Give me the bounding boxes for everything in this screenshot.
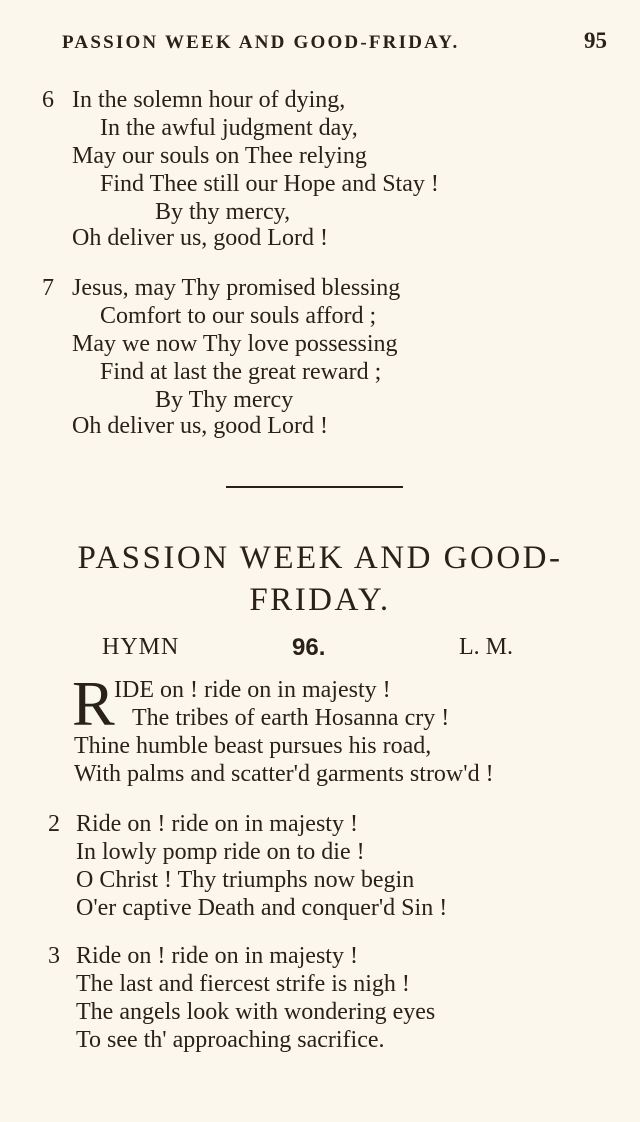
running-head <box>62 30 607 60</box>
verse-line: Find Thee still our Hope and Stay ! <box>100 171 439 197</box>
section-divider <box>226 486 403 488</box>
verse-line: By Thy mercy <box>155 387 294 413</box>
stanza-number: 7 <box>42 275 54 301</box>
verse-line: The angels look with wondering eyes <box>76 999 436 1025</box>
verse-line: Jesus, may Thy promised blessing <box>72 275 401 301</box>
verse-line: Find at last the great reward ; <box>100 359 382 385</box>
verse-line: Oh deliver us, good Lord ! <box>72 413 328 439</box>
section-title-line-2: FRIDAY. <box>249 582 391 618</box>
stanza-number: 3 <box>48 943 60 969</box>
verse-line: O Christ ! Thy triumphs now begin <box>76 867 415 893</box>
stanza-number: 6 <box>42 87 54 113</box>
hymn-meter: L. M. <box>459 634 513 660</box>
hymn-number: 96. <box>292 634 326 661</box>
verse-line: IDE on ! ride on in majesty ! <box>114 677 391 703</box>
verse-line: Ride on ! ride on in majesty ! <box>76 943 358 969</box>
verse-line: To see th' approaching sacrifice. <box>76 1027 385 1053</box>
verse-line: Thine humble beast pursues his road, <box>74 733 432 759</box>
verse-line: The last and fiercest strife is nigh ! <box>76 971 410 997</box>
verse-line: May our souls on Thee relying <box>72 143 367 169</box>
verse-line: O'er captive Death and conquer'd Sin ! <box>76 895 448 921</box>
stanza-number: 2 <box>48 811 60 837</box>
verse-line: In lowly pomp ride on to die ! <box>76 839 365 865</box>
page-number: 95 <box>584 28 607 53</box>
verse-line: Ride on ! ride on in majesty ! <box>76 811 358 837</box>
verse-line: In the solemn hour of dying, <box>72 87 346 113</box>
verse-line: May we now Thy love possessing <box>72 331 398 357</box>
section-title-line-1: PASSION WEEK AND GOOD- <box>77 540 563 576</box>
verse-line: With palms and scatter'd garments strow'd ! <box>74 761 494 787</box>
verse-line: Comfort to our souls afford ; <box>100 303 377 329</box>
verse-line: The tribes of earth Hosanna cry ! <box>132 705 450 731</box>
verse-line: By thy mercy, <box>155 199 291 225</box>
running-head-title: PASSION WEEK AND GOOD-FRIDAY. <box>62 32 460 53</box>
verse-line: Oh deliver us, good Lord ! <box>72 225 328 251</box>
verse-line: In the awful judgment day, <box>100 115 358 141</box>
hymn-label: HYMN <box>102 634 180 660</box>
drop-cap: R <box>72 668 115 739</box>
